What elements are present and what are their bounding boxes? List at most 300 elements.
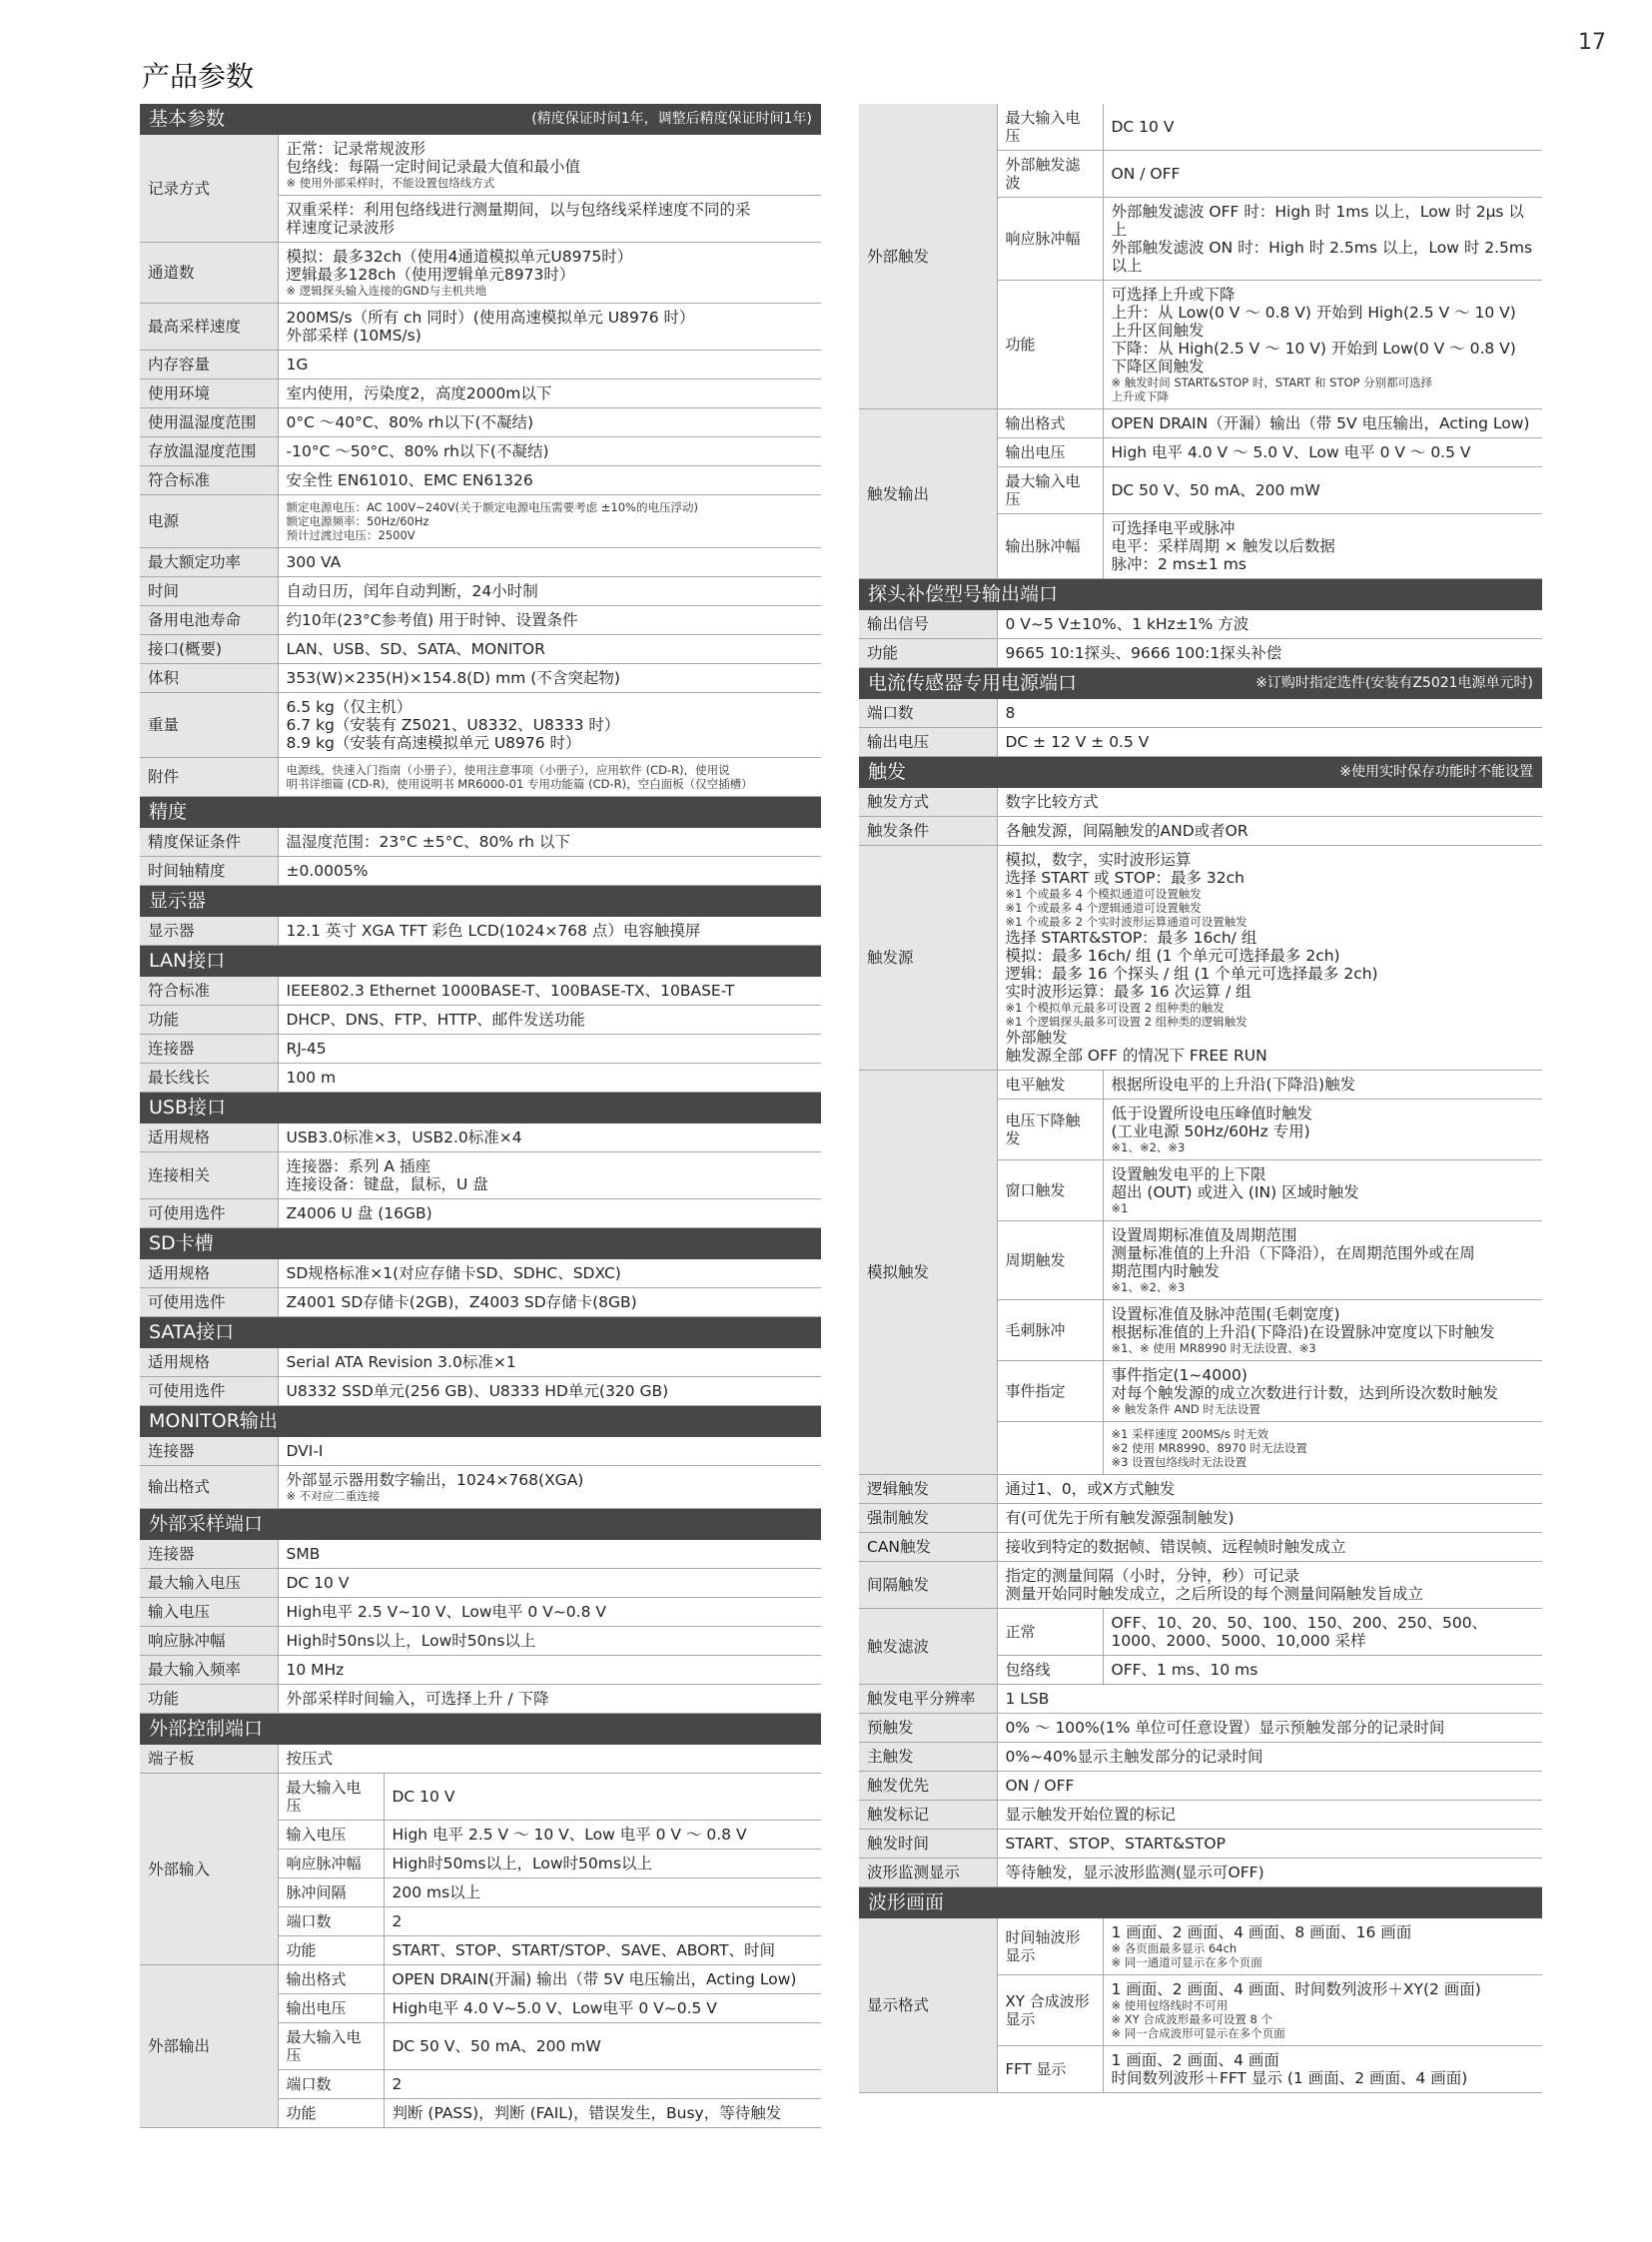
value-note: ※1 个模拟单元最多可设置 2 组种类的触发 ※1 个逻辑探头最多可设置 2 组种类的逻辑触发 <box>1005 1001 1247 1029</box>
value-note: ※ 触发时间 START&STOP 时，START 和 STOP 分别都可选择 上升或下降 <box>1111 375 1433 403</box>
spec-row <box>140 1598 821 1627</box>
value-text: 低于设置所设电压峰值时触发 (工业电源 50Hz/60Hz 专用) <box>1111 1105 1313 1140</box>
spec-value <box>997 639 1542 668</box>
spec-row <box>140 548 821 577</box>
value-text: 选择 START&STOP：最多 16ch/ 组 模拟：最多 16ch/ 组 (1 个单元可选择最多 2ch) 逻辑：最多 16 个探头 / 组 (1 个单元可选择最多 2ch) 实时波形运算：最多 16 次运算 / 组 <box>1005 929 1378 1001</box>
value-note: 电源线，快速入门指南（小册子），使用注意事项（小册子），应用软件 (CD-R)，使用说 明书详细篇 (CD-R)，使用说明书 MR6000-01 专用功能篇 (CD-R)，空白面板（仅空插槽） <box>286 763 753 791</box>
spec-value <box>278 304 821 351</box>
spec-value <box>997 1562 1542 1609</box>
spec-label: 输出信号 <box>859 610 997 639</box>
value-text: DC 10 V <box>1111 118 1175 136</box>
spec-value <box>997 610 1542 639</box>
value-text: 设置周期标准值及周期范围 测量标准值的上升沿（下降沿），在周期范围外或在周 期范围内时触发 <box>1111 1226 1475 1280</box>
value-text: 1 LSB <box>1005 1690 1050 1708</box>
spec-value <box>997 728 1542 757</box>
value-text: DC ± 12 V ± 0.5 V <box>1005 733 1150 751</box>
value-text: 0°C ～40°C、80% rh以下(不凝结) <box>286 413 534 431</box>
spec-label: 显示器 <box>140 917 278 946</box>
spec-label: 触发时间 <box>859 1830 997 1859</box>
value-text: 353(W)×235(H)×154.8(D) mm (不含突起物) <box>286 669 620 687</box>
spec-sublabel: 脉冲间隔 <box>278 1878 384 1907</box>
spec-row <box>140 1656 821 1685</box>
section-note: ※订购时指定选件(安装有Z5021电源单元时) <box>1255 675 1533 691</box>
section-note: ※使用实时保存功能时不能设置 <box>1339 764 1533 780</box>
spec-label: 触发电平分辨率 <box>859 1685 997 1714</box>
value-text: 2 <box>392 2075 403 2093</box>
spec-value <box>278 351 821 379</box>
spec-label: 预触发 <box>859 1714 997 1743</box>
value-text: START、STOP、START&STOP <box>1005 1835 1226 1853</box>
spec-row <box>140 1288 821 1317</box>
section-header <box>140 1714 821 1745</box>
spec-value <box>278 828 821 857</box>
spec-label: 显示格式 <box>859 1918 997 2093</box>
spec-row <box>140 437 821 466</box>
spec-label: 强制触发 <box>859 1504 997 1533</box>
spec-row <box>140 1123 821 1152</box>
spec-sublabel: FFT 显示 <box>997 2046 1103 2093</box>
value-text: 6.5 kg（仅主机） 6.7 kg（安装有 Z5021、U8332、U8333 时） 8.9 kg（安装有高速模拟单元 U8976 时） <box>286 698 620 752</box>
spec-label: 连接器 <box>140 1540 278 1569</box>
spec-label: 体积 <box>140 664 278 693</box>
spec-value <box>1103 1656 1542 1685</box>
value-text: 等待触发，显示波形监测(显示可OFF) <box>1005 1864 1264 1881</box>
value-note: ※ 使用外部采样时，不能设置包络线方式 <box>286 176 495 190</box>
spec-value <box>1103 1609 1542 1656</box>
spec-label: 外部触发 <box>859 104 997 409</box>
spec-label: 符合标准 <box>140 466 278 495</box>
spec-row <box>859 1801 1542 1830</box>
spec-row <box>140 1569 821 1598</box>
spec-row <box>140 635 821 664</box>
value-text: 数字比较方式 <box>1005 793 1099 811</box>
spec-value <box>278 758 821 797</box>
spec-value <box>1103 281 1542 409</box>
spec-value <box>278 977 821 1006</box>
spec-label: 最大额定功率 <box>140 548 278 577</box>
value-text: 室内使用，污染度2，高度2000m以下 <box>286 384 552 402</box>
value-text: High 电平 2.5 V ～ 10 V、Low 电平 0 V ～ 0.8 V <box>392 1826 747 1844</box>
value-text: 2 <box>392 1912 403 1930</box>
spec-sublabel: 输出电压 <box>997 438 1103 467</box>
value-text: 9665 10:1探头、9666 100:1探头补偿 <box>1005 644 1282 662</box>
spec-sublabel: 端口数 <box>278 1907 384 1936</box>
spec-value <box>278 1598 821 1627</box>
spec-label: 外部输入 <box>140 1774 278 1965</box>
value-text: 模拟，数字，实时波形运算 选择 START 或 STOP：最多 32ch <box>1005 851 1244 887</box>
spec-value <box>278 243 821 304</box>
spec-label: 触发标记 <box>859 1801 997 1830</box>
spec-label: 连接相关 <box>140 1152 278 1199</box>
spec-sublabel: 窗口触发 <box>997 1160 1103 1221</box>
spec-value <box>278 466 821 495</box>
spec-label: 触发优先 <box>859 1772 997 1801</box>
spec-label: 触发输出 <box>859 409 997 579</box>
value-text: 按压式 <box>286 1750 334 1768</box>
spec-label: 输出电压 <box>859 728 997 757</box>
spec-table <box>140 828 821 886</box>
spec-row <box>140 1745 821 1774</box>
spec-label: CAN触发 <box>859 1533 997 1562</box>
value-text: 外部触发 触发源全部 OFF 的情况下 FREE RUN <box>1005 1029 1267 1065</box>
spec-row <box>859 1609 1542 1656</box>
section-header <box>140 946 821 977</box>
spec-table <box>140 1123 821 1228</box>
spec-sublabel: 功能 <box>278 1936 384 1965</box>
spec-sublabel: 包络线 <box>997 1656 1103 1685</box>
spec-value <box>1103 514 1542 579</box>
value-text: 可选择电平或脉冲 电平：采样周期 × 触发以后数据 脉冲：2 ms±1 ms <box>1111 519 1335 573</box>
spec-value <box>1103 1422 1542 1475</box>
spec-label: 最长线长 <box>140 1064 278 1093</box>
spec-label: 内存容量 <box>140 351 278 379</box>
spec-value <box>278 917 821 946</box>
spec-row <box>859 1830 1542 1859</box>
spec-value <box>1103 151 1542 198</box>
spec-row <box>859 409 1542 438</box>
spec-value <box>278 495 821 548</box>
spec-value <box>1103 467 1542 514</box>
spec-value <box>1103 1160 1542 1221</box>
value-text: 显示触发开始位置的标记 <box>1005 1806 1177 1824</box>
section-header <box>859 668 1542 699</box>
value-text: 自动日历，闰年自动判断，24小时制 <box>286 582 538 600</box>
spec-value <box>1103 1918 1542 1975</box>
spec-row <box>140 1774 821 1821</box>
spec-row <box>140 1064 821 1093</box>
spec-value <box>384 2070 821 2099</box>
spec-label: 端子板 <box>140 1745 278 1774</box>
spec-value <box>997 1801 1542 1830</box>
spec-value <box>384 1907 821 1936</box>
spec-row <box>140 408 821 437</box>
spec-value <box>997 1533 1542 1562</box>
spec-table <box>140 135 821 797</box>
spec-value <box>278 1437 821 1466</box>
value-text: ON / OFF <box>1111 165 1181 183</box>
section-header <box>859 1887 1542 1918</box>
section-title: SD卡槽 <box>149 1232 214 1254</box>
spec-value <box>1103 1071 1542 1100</box>
spec-label: 逻辑触发 <box>859 1475 997 1504</box>
spec-value <box>278 1348 821 1377</box>
spec-value <box>278 606 821 635</box>
section-title: 电流传感器专用电源端口 <box>868 672 1078 694</box>
spec-row <box>859 1918 1542 1975</box>
spec-sublabel: 功能 <box>278 2099 384 2128</box>
spec-row <box>140 1437 821 1466</box>
section-title: 精度 <box>149 801 188 823</box>
spec-sublabel: 最大输入电压 <box>278 1774 384 1821</box>
spec-row <box>140 577 821 606</box>
section-header <box>140 1228 821 1259</box>
spec-label: 电源 <box>140 495 278 548</box>
spec-row <box>140 828 821 857</box>
value-note: ※ 各页面最多显示 64ch ※ 同一通道可显示在多个页面 <box>1111 1941 1262 1969</box>
spec-row <box>140 1685 821 1714</box>
spec-row <box>140 857 821 886</box>
spec-label: 接口(概要) <box>140 635 278 664</box>
section-title: 外部采样端口 <box>149 1513 264 1535</box>
spec-table <box>140 917 821 946</box>
spec-label: 备用电池寿命 <box>140 606 278 635</box>
spec-label: 使用温湿度范围 <box>140 408 278 437</box>
value-text: 判断 (PASS)，判断 (FAIL)，错误发生，Busy，等待触发 <box>392 2104 782 2122</box>
value-note: ※ 触发条件 AND 时无法设置 <box>1111 1402 1260 1416</box>
value-note: ※1 <box>1111 1201 1129 1215</box>
spec-value <box>384 2023 821 2070</box>
spec-value <box>278 408 821 437</box>
spec-value <box>997 699 1542 728</box>
spec-value <box>278 135 821 196</box>
spec-label: 触发滤波 <box>859 1609 997 1685</box>
spec-value <box>278 1006 821 1035</box>
spec-label: 时间轴精度 <box>140 857 278 886</box>
spec-value <box>278 664 821 693</box>
spec-value <box>278 1540 821 1569</box>
value-note: ※ 逻辑探头输入连接的GND与主机共地 <box>286 284 487 298</box>
spec-value <box>278 1288 821 1317</box>
right-column <box>859 104 1542 2093</box>
spec-row <box>859 639 1542 668</box>
spec-row <box>859 1859 1542 1887</box>
spec-row <box>140 977 821 1006</box>
value-text: 外部采样时间输入，可选择上升 / 下降 <box>286 1690 549 1708</box>
value-text: 约10年(23°C参考值) 用于时钟、设置条件 <box>286 611 578 629</box>
spec-label: 间隔触发 <box>859 1562 997 1609</box>
spec-row <box>140 1377 821 1406</box>
spec-label: 可使用选件 <box>140 1199 278 1228</box>
spec-value <box>278 1123 821 1152</box>
spec-value <box>997 846 1542 1071</box>
spec-value <box>384 1965 821 1994</box>
spec-value <box>1103 1975 1542 2046</box>
spec-row <box>859 728 1542 757</box>
section-title: MONITOR输出 <box>149 1410 278 1432</box>
value-text: DC 10 V <box>286 1574 350 1592</box>
value-note: ※1、※2、※3 <box>1111 1140 1186 1154</box>
value-text: -10°C ～50°C、80% rh以下(不凝结) <box>286 442 549 460</box>
value-text: OPEN DRAIN（开漏）输出（带 5V 电压输出，Acting Low) <box>1111 414 1530 432</box>
value-text: 双重采样：利用包络线进行测量期间，以与包络线采样速度不同的采 样速度记录波形 <box>286 201 751 237</box>
spec-row <box>140 917 821 946</box>
spec-label: 可使用选件 <box>140 1377 278 1406</box>
value-text: 200MS/s（所有 ch 同时）(使用高速模拟单元 U8976 时） 外部采样 (10MS/s) <box>286 309 695 345</box>
spec-sublabel: 输出格式 <box>278 1965 384 1994</box>
spec-label: 适用规格 <box>140 1348 278 1377</box>
value-text: 300 VA <box>286 553 342 571</box>
spec-table <box>140 1348 821 1406</box>
spec-row <box>140 466 821 495</box>
spec-value <box>997 1743 1542 1772</box>
spec-label: 连接器 <box>140 1035 278 1064</box>
spec-sublabel: 外部触发滤波 <box>997 151 1103 198</box>
spec-sublabel: 事件指定 <box>997 1361 1103 1422</box>
spec-value <box>384 1850 821 1878</box>
spec-table <box>140 1540 821 1714</box>
spec-label: 触发源 <box>859 846 997 1071</box>
value-text: DC 50 V、50 mA、200 mW <box>1111 481 1320 499</box>
value-text: SMB <box>286 1545 321 1563</box>
spec-table <box>859 1918 1542 2093</box>
spec-value <box>384 1821 821 1850</box>
spec-value <box>278 1152 821 1199</box>
spec-value <box>384 1936 821 1965</box>
spec-row <box>859 1071 1542 1100</box>
section-title: 波形画面 <box>868 1891 945 1913</box>
spec-row <box>859 1562 1542 1609</box>
value-text: 外部显示器用数字输出，1024×768(XGA) <box>286 1471 584 1489</box>
value-text: Z4001 SD存储卡(2GB)，Z4003 SD存储卡(8GB) <box>286 1293 637 1311</box>
spec-value <box>1103 409 1542 438</box>
spec-row <box>140 379 821 408</box>
value-note: ※1、※2、※3 <box>1111 1280 1186 1294</box>
value-text: 10 MHz <box>286 1661 345 1679</box>
spec-label: 功能 <box>859 639 997 668</box>
spec-value <box>1103 1361 1542 1422</box>
spec-table <box>140 1259 821 1317</box>
spec-sublabel: 输入电压 <box>278 1821 384 1850</box>
spec-row <box>140 135 821 196</box>
value-text: 通过1、0，或X方式触发 <box>1005 1480 1176 1498</box>
value-text: DHCP、DNS、FTP、HTTP、邮件发送功能 <box>286 1011 585 1029</box>
spec-label: 存放温湿度范围 <box>140 437 278 466</box>
value-text: 模拟：最多32ch（使用4通道模拟单元U8975时） 逻辑最多128ch（使用逻辑单元8973时） <box>286 248 633 284</box>
value-note: ※ 使用包络线时不可用 ※ XY 合成波形最多可设置 8 个 ※ 同一合成波形可显示在多个页面 <box>1111 1998 1285 2040</box>
spec-label: 外部输出 <box>140 1965 278 2128</box>
section-header <box>140 886 821 917</box>
value-text: DVI-I <box>286 1442 324 1460</box>
spec-row <box>859 699 1542 728</box>
spec-row <box>140 1348 821 1377</box>
spec-value <box>997 1685 1542 1714</box>
spec-sublabel: 毛刺脉冲 <box>997 1300 1103 1361</box>
value-text: USB3.0标准×3，USB2.0标准×4 <box>286 1128 522 1146</box>
spec-value <box>1103 104 1542 151</box>
spec-row <box>140 1540 821 1569</box>
section-title: 探头补偿型号输出端口 <box>868 583 1059 605</box>
spec-sublabel: 电平触发 <box>997 1071 1103 1100</box>
spec-label: 附件 <box>140 758 278 797</box>
page-title: 产品参数 <box>142 60 255 93</box>
spec-row <box>140 1152 821 1199</box>
spec-row <box>140 1259 821 1288</box>
value-text: 1 画面、2 画面、4 画面、8 画面、16 画面 <box>1111 1923 1412 1941</box>
value-text: Z4006 U 盘 (16GB) <box>286 1204 432 1222</box>
spec-row <box>140 693 821 758</box>
value-text: U8332 SSD单元(256 GB)、U8333 HD单元(320 GB) <box>286 1382 669 1400</box>
section-header <box>859 579 1542 610</box>
spec-label: 主触发 <box>859 1743 997 1772</box>
value-text: 1 画面、2 画面、4 画面、时间数列波形＋XY(2 画面) <box>1111 1980 1481 1998</box>
value-text: 安全性 EN61010、EMC EN61326 <box>286 471 533 489</box>
spec-label: 触发方式 <box>859 788 997 817</box>
value-text: ±0.0005% <box>286 862 369 880</box>
section-header <box>140 1093 821 1123</box>
spec-label: 可使用选件 <box>140 1288 278 1317</box>
spec-sublabel: 输出格式 <box>997 409 1103 438</box>
value-note: ※1 个或最多 4 个模拟通道可设置触发 ※1 个或最多 4 个逻辑通道可设置触发 ※1 个或最多 2 个实时波形运算通道可设置触发 <box>1005 887 1247 929</box>
spec-table <box>859 104 1542 579</box>
spec-row <box>140 1006 821 1035</box>
spec-value <box>278 1466 821 1509</box>
spec-value <box>997 1504 1542 1533</box>
spec-row <box>140 304 821 351</box>
spec-label: 连接器 <box>140 1437 278 1466</box>
value-text: 8 <box>1005 704 1016 722</box>
spec-value <box>278 1199 821 1228</box>
spec-sublabel: 响应脉冲幅 <box>997 198 1103 281</box>
spec-row <box>140 243 821 304</box>
section-title: USB接口 <box>149 1097 227 1119</box>
section-header <box>140 1317 821 1348</box>
value-text: 设置触发电平的上下限 超出 (OUT) 或进入 (IN) 区域时触发 <box>1111 1165 1359 1201</box>
spec-value <box>278 577 821 606</box>
value-text: RJ-45 <box>286 1040 327 1058</box>
spec-label: 功能 <box>140 1006 278 1035</box>
value-text: OPEN DRAIN(开漏) 输出（带 5V 电压输出，Acting Low) <box>392 1970 797 1988</box>
section-title: SATA接口 <box>149 1321 235 1343</box>
spec-sublabel: 周期触发 <box>997 1221 1103 1300</box>
spec-row <box>859 1685 1542 1714</box>
spec-value <box>1103 1100 1542 1160</box>
spec-value <box>278 635 821 664</box>
section-header <box>140 1509 821 1540</box>
value-note: ※1 采样速度 200MS/s 时无效 ※2 使用 MR8990、8970 时无法设置 ※3 设置包络线时无法设置 <box>1111 1427 1307 1469</box>
spec-sublabel: 电压下降触发 <box>997 1100 1103 1160</box>
spec-value <box>1103 2046 1542 2093</box>
spec-label: 波形监测显示 <box>859 1859 997 1887</box>
spec-value <box>384 1878 821 1907</box>
spec-sublabel: 最大输入电压 <box>278 2023 384 2070</box>
spec-value <box>278 1569 821 1598</box>
spec-row <box>140 664 821 693</box>
spec-value <box>278 196 821 243</box>
spec-label: 端口数 <box>859 699 997 728</box>
value-text: 1G <box>286 356 309 374</box>
spec-label: 记录方式 <box>140 135 278 243</box>
spec-row <box>859 104 1542 151</box>
value-text: 外部触发滤波 OFF 时：High 时 1ms 以上，Low 时 2μs 以上 外部触发滤波 ON 时：High 时 2.5ms 以上，Low 时 2.5ms 以上 <box>1111 203 1533 275</box>
section-title: 外部控制端口 <box>149 1718 264 1740</box>
value-text: High时50ns以上，Low时50ns以上 <box>286 1632 536 1650</box>
spec-sublabel: 时间轴波形 显示 <box>997 1918 1103 1975</box>
spec-value <box>278 1259 821 1288</box>
spec-label: 功能 <box>140 1685 278 1714</box>
value-note: 额定电源电压：AC 100V~240V(关于额定电源电压需要考虑 ±10%的电压浮动) 额定电源频率：50Hz/60Hz 预计过渡过电压：2500V <box>286 500 698 542</box>
value-text: SD规格标准×1(对应存储卡SD、SDHC、SDXC) <box>286 1264 621 1282</box>
spec-sublabel: 输出电压 <box>278 1994 384 2023</box>
spec-row <box>859 846 1542 1071</box>
spec-value <box>997 1859 1542 1887</box>
spec-row <box>859 1714 1542 1743</box>
value-text: 设置标准值及脉冲范围(毛刺宽度) 根据标准值的上升沿(下降沿)在设置脉冲宽度以下时触发 <box>1111 1305 1495 1341</box>
section-title: 触发 <box>868 761 907 783</box>
spec-row <box>140 351 821 379</box>
spec-row <box>140 606 821 635</box>
spec-value <box>278 857 821 886</box>
spec-value <box>1103 1300 1542 1361</box>
section-header <box>140 1406 821 1437</box>
spec-sublabel: 功能 <box>997 281 1103 409</box>
section-header <box>140 797 821 828</box>
value-text: ON / OFF <box>1005 1777 1075 1795</box>
value-text: LAN、USB、SD、SATA、MONITOR <box>286 640 545 658</box>
spec-row <box>140 1466 821 1509</box>
spec-value <box>278 1035 821 1064</box>
spec-label: 触发条件 <box>859 817 997 846</box>
spec-sublabel <box>997 1422 1103 1475</box>
